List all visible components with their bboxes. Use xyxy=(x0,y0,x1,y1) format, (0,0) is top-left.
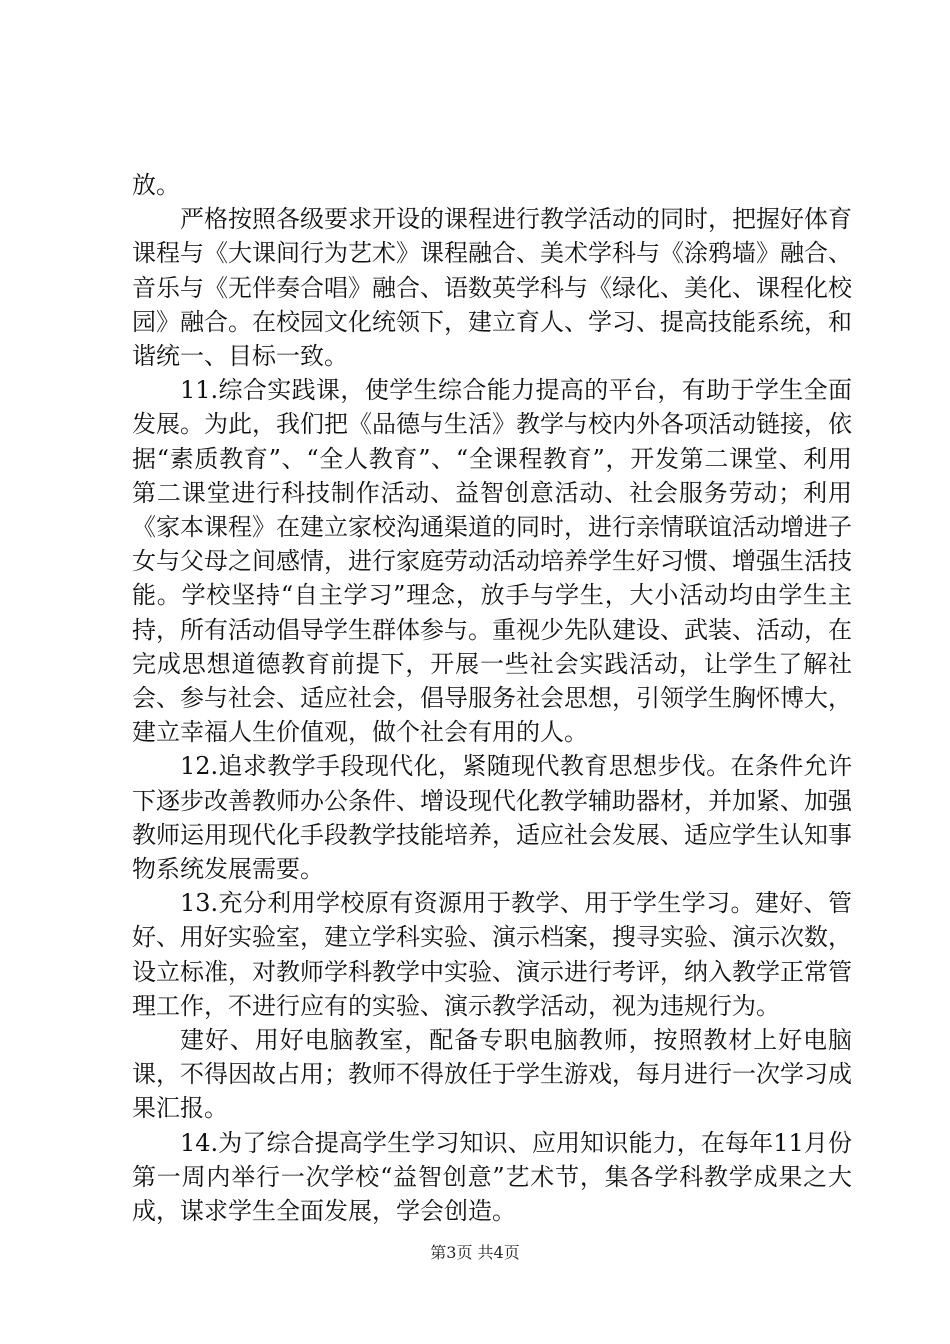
paragraph-item-14: 14.为了综合提高学生学习知识、应用知识能力，在每年11月份第一周内举行一次学校“益智创意”艺术节，集各学科教学成果之大成，谋求学生全面发展，学会创造。 xyxy=(132,1128,852,1226)
paragraph-item-11: 11.综合实践课，使学生综合能力提高的平台，有助于学生全面发展。为此，我们把《品德与生活》教学与校内外各项活动链接，依据“素质教育”、“全人教育”、“全课程教育”，开发第二课堂、利用第二课堂进行科技制作活动、益智创意活动、社会服务劳动；利用《家本课程》在建立家校沟通渠道的同时，进行亲情联谊活动增进子女与父母之间感情，进行家庭劳动活动培养学生好习惯、增强生活技能。学校坚持“自主学习”理念，放手与学生，大小活动均由学生主持，所有活动倡导学生群体参与。重视少先队建设、武装、活动，在完成思想道德教育前提下，开展一些社会实践活动，让学生了解社会、参与社会、适应社会，倡导服务社会思想，引领学生胸怀博大，建立幸福人生价值观，做个社会有用的人。 xyxy=(132,376,852,747)
paragraph-item-12: 12.追求教学手段现代化，紧随现代教育思想步伐。在条件允许下逐步改善教师办公条件、增设现代化教学辅助器材，并加紧、加强教师运用现代化手段教学技能培养，适应社会发展、适应学生认知事物系统发展需要。 xyxy=(132,752,852,884)
paragraph-item-13: 13.充分利用学校原有资源用于教学、用于学生学习。建好、管好、用好实验室，建立学科实验、演示档案，搜寻实验、演示次数，设立标准，对教师学科教学中实验、演示进行考评，纳入教学正常管理工作，不进行应有的实验、演示教学活动，视为违规行为。 xyxy=(132,889,852,1020)
paragraph-curriculum-integration: 严格按照各级要求开设的课程进行教学活动的同时，把握好体育课程与《大课间行为艺术》课程融合、美术学科与《涂鸦墙》融合、音乐与《无伴奏合唱》融合、语数英学科与《绿化、美化、课程化校园》融合。在校园文化统领下，建立育人、学习、提高技能系统，和谐统一、目标一致。 xyxy=(132,205,852,371)
paragraph-continuation: 放。 xyxy=(132,171,180,199)
paragraph-computer-room: 建好、用好电脑教室，配备专职电脑教师，按照教材上好电脑课，不得因故占用；教师不得放任于学生游戏，每月进行一次学习成果汇报。 xyxy=(132,1026,852,1123)
document-body xyxy=(132,168,852,1228)
page-number-footer: 第3页 共4页 xyxy=(430,1243,520,1262)
